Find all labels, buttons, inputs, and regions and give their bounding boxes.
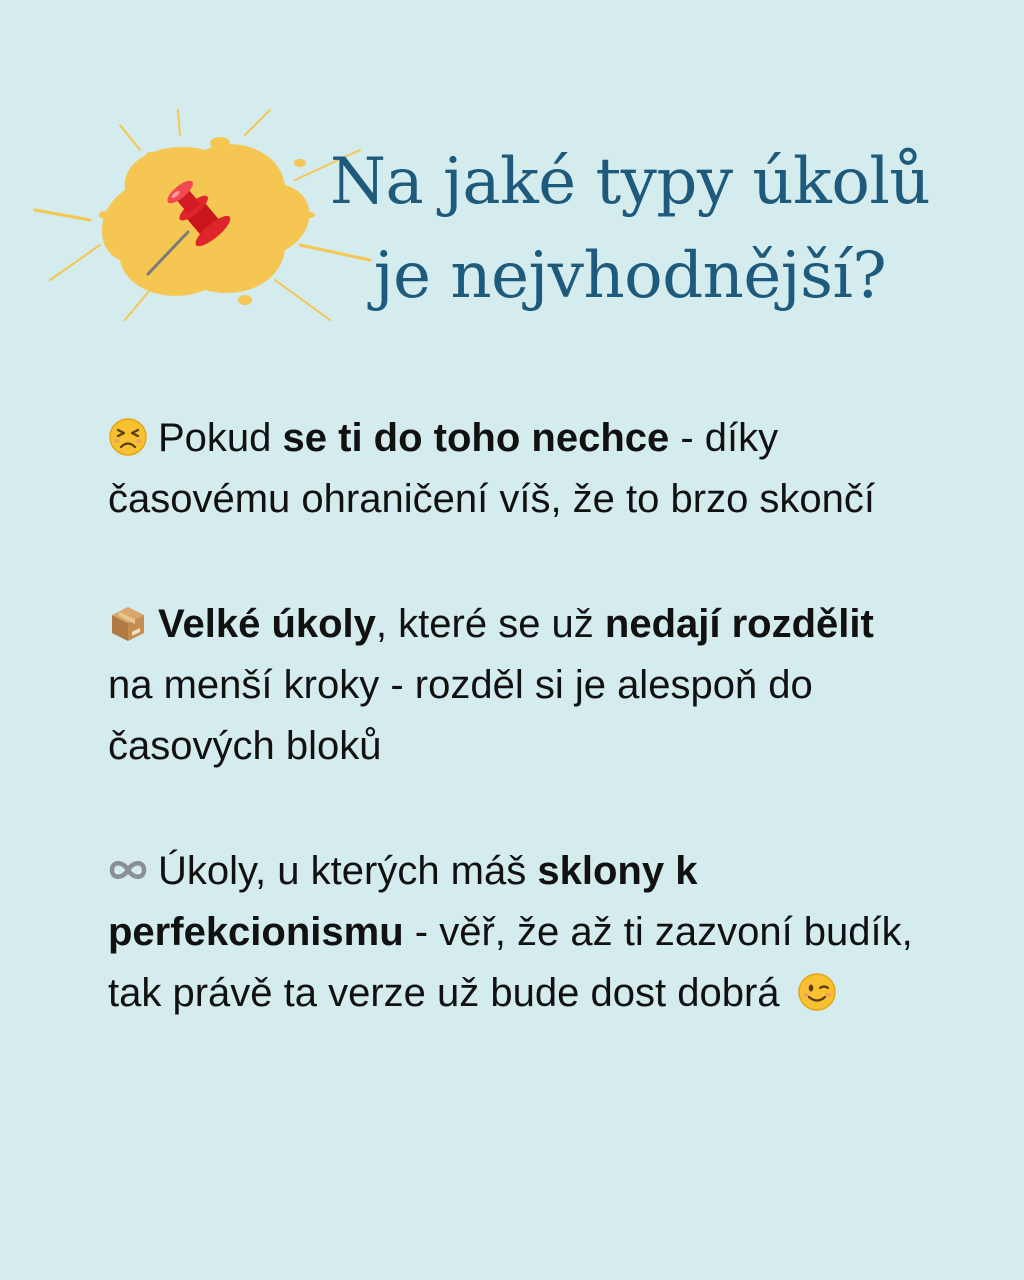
winking-face-icon — [797, 972, 837, 1012]
item-1-text-c: - díky časovému ohraničení víš, že to brzo skončí — [108, 416, 876, 521]
item-2-text-d: na menší kroky - rozděl si je alespoň do časových bloků — [108, 663, 813, 768]
pushpin-icon — [140, 170, 250, 280]
list-item — [108, 408, 928, 530]
item-1-text-a: Pokud — [158, 416, 283, 460]
title-line-2: je nejvhodnější? — [373, 239, 887, 313]
item-3-text-c: - věř, že až ti zazvoní budík, tak právě ta verze už bude dost dobrá — [108, 910, 913, 1015]
page-title — [300, 135, 960, 323]
item-2-text-b: , které se už — [375, 602, 605, 646]
item-2-text-a: Velké úkoly — [158, 602, 376, 646]
title-line-1: Na jaké typy úkolů — [329, 145, 931, 219]
item-3-text-a: Úkoly, u kterých máš — [158, 849, 538, 893]
item-1-text-b: se ti do toho nechce — [282, 416, 670, 460]
infinity-icon — [108, 850, 148, 890]
package-icon — [108, 603, 148, 643]
item-2-text-c: nedají rozdělit — [604, 602, 874, 646]
list-item — [108, 594, 928, 777]
tired-face-icon — [108, 417, 148, 457]
item-3-text-b: sklony k perfekcionismu — [108, 849, 698, 954]
list-item — [108, 841, 928, 1024]
task-list — [108, 408, 928, 1024]
